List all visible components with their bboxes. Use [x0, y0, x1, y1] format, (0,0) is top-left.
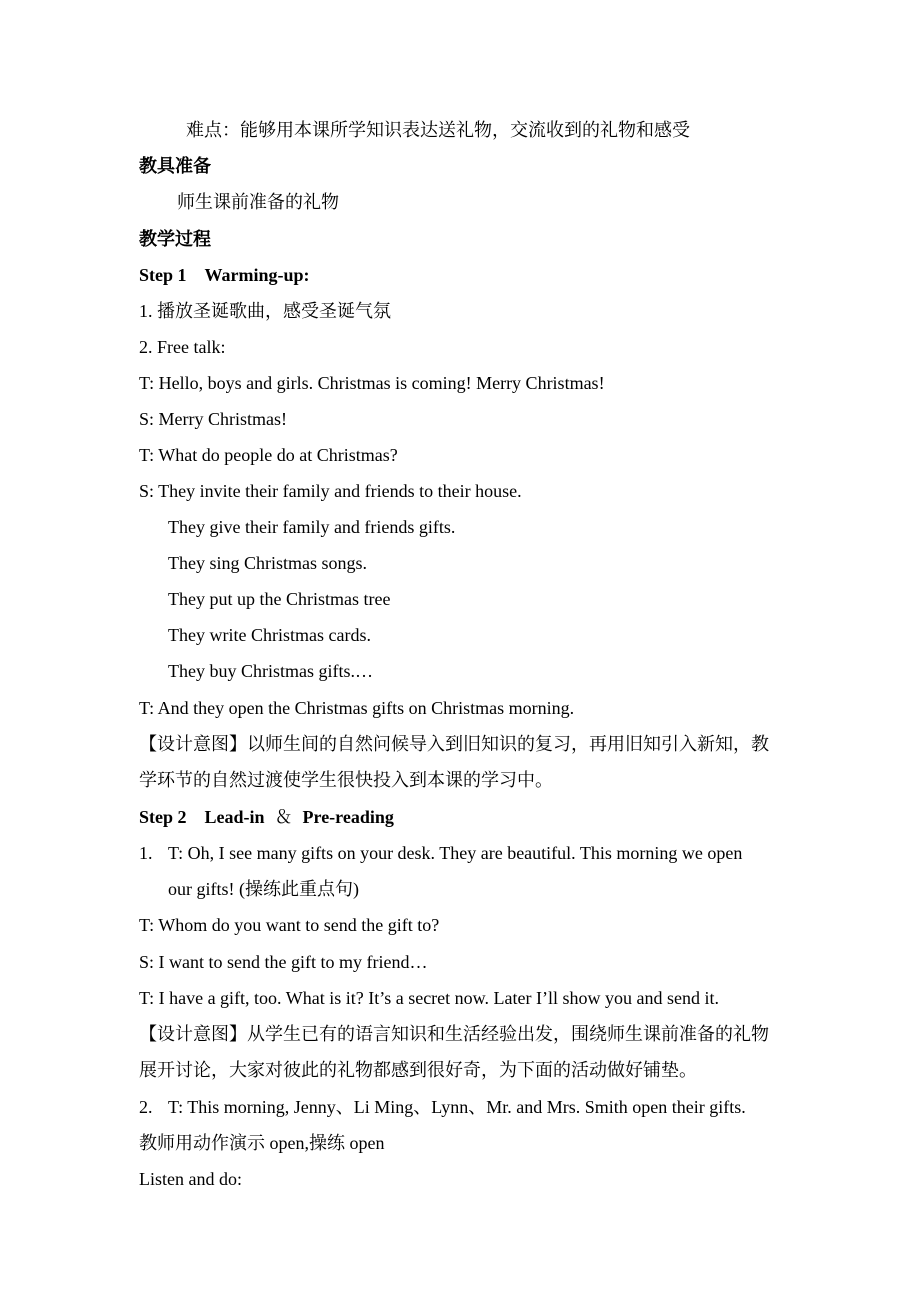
step1-title: Warming-up:	[204, 265, 310, 285]
dialog-line: T: I have a gift, too. What is it? It’s a secret now. Later I’ll show you and send it.	[139, 988, 719, 1008]
step2-title-lead-in: Lead-in	[204, 807, 265, 827]
step1-heading	[139, 263, 310, 287]
answer-line: They give their family and friends gifts.	[168, 517, 456, 537]
design-intent-line: 【设计意图】以师生间的自然问候导入到旧知识的复习，再用旧知引入新知，教	[139, 734, 769, 754]
step1-label: Step 1	[139, 265, 187, 285]
teaching-tools-text: 师生课前准备的礼物	[177, 192, 339, 212]
teaching-tools-heading: 教具准备	[139, 156, 211, 176]
step2-item2-number: 2.	[139, 1097, 153, 1117]
step2-title-pre-reading: Pre-reading	[302, 807, 394, 827]
answer-line: They sing Christmas songs.	[168, 553, 368, 573]
step2-label: Step 2	[139, 807, 187, 827]
dialog-line: S: They invite their family and friends to their house.	[139, 481, 522, 501]
teaching-process-heading: 教学过程	[139, 229, 211, 249]
design-intent-line: 【设计意图】从学生已有的语言知识和生活经验出发，围绕师生课前准备的礼物	[139, 1024, 769, 1044]
listen-and-do-line: Listen and do:	[139, 1169, 242, 1189]
answer-line: They write Christmas cards.	[168, 625, 371, 645]
dialog-closing-line: T: And they open the Christmas gifts on Christmas morning.	[139, 698, 575, 718]
step2-item1-line1: T: Oh, I see many gifts on your desk. They are beautiful. This morning we open	[168, 843, 743, 863]
dialog-line: T: Hello, boys and girls. Christmas is coming! Merry Christmas!	[139, 373, 605, 393]
dialog-line: T: What do people do at Christmas?	[139, 445, 398, 465]
teacher-demo-line: 教师用动作演示 open,操练 open	[139, 1133, 385, 1153]
dialog-line: S: Merry Christmas!	[139, 409, 287, 429]
step2-ampersand: ＆	[274, 807, 293, 827]
answer-line: They buy Christmas gifts.…	[168, 661, 373, 681]
step1-item2: 2. Free talk:	[139, 337, 226, 357]
dialog-line: S: I want to send the gift to my friend…	[139, 952, 428, 972]
step1-item1: 1. 播放圣诞歌曲，感受圣诞气氛	[139, 301, 391, 321]
design-intent-line: 展开讨论，大家对彼此的礼物都感到很好奇，为下面的活动做好铺垫。	[139, 1060, 697, 1080]
step2-heading	[139, 805, 394, 829]
step2-item2-text: T: This morning, Jenny、Li Ming、Lynn、Mr. and Mrs. Smith open their gifts.	[168, 1097, 746, 1117]
step2-item1-line2: our gifts! (操练此重点句)	[168, 879, 359, 899]
step2-item1-number: 1.	[139, 843, 153, 863]
difficulty-line: 难点：能够用本课所学知识表达送礼物，交流收到的礼物和感受	[186, 120, 690, 140]
dialog-line: T: Whom do you want to send the gift to?	[139, 915, 440, 935]
answer-line: They put up the Christmas tree	[168, 589, 391, 609]
design-intent-line: 学环节的自然过渡使学生很快投入到本课的学习中。	[139, 770, 553, 790]
